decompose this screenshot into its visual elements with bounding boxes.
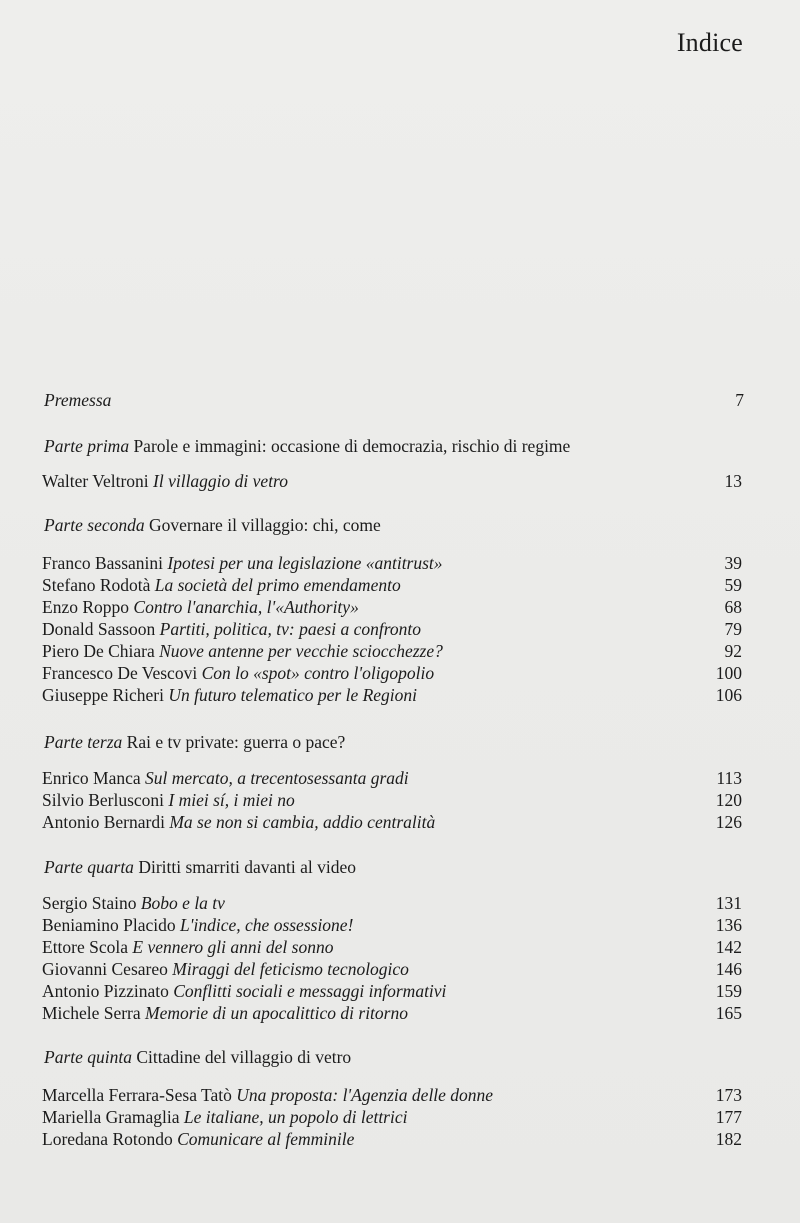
toc-entry bbox=[42, 980, 742, 1002]
entry-page: 142 bbox=[715, 937, 742, 957]
entry-author: Piero De Chiara bbox=[42, 641, 155, 661]
entry-author: Loredana Rotondo bbox=[42, 1129, 173, 1149]
entry-page: 146 bbox=[715, 959, 742, 979]
entry-author: Francesco De Vescovi bbox=[42, 663, 198, 683]
entry-author: Sergio Staino bbox=[42, 893, 137, 913]
entry-page: 126 bbox=[715, 812, 742, 832]
entry-title: Il villaggio di vetro bbox=[153, 471, 288, 491]
entry-title: Bobo e la tv bbox=[140, 893, 225, 913]
entry-author: Mariella Gramaglia bbox=[42, 1107, 180, 1127]
entry-author: Antonio Bernardi bbox=[42, 812, 165, 832]
entry-page: 159 bbox=[715, 981, 742, 1001]
entry-author: Beniamino Placido bbox=[42, 915, 176, 935]
part-label: Parte prima bbox=[44, 436, 130, 456]
entry-author: Ettore Scola bbox=[42, 937, 129, 957]
toc-entry bbox=[42, 958, 742, 980]
entry-page: 136 bbox=[715, 915, 742, 935]
entry-page: 165 bbox=[715, 1003, 742, 1023]
entry-author: Enzo Roppo bbox=[42, 597, 130, 617]
toc-entry bbox=[42, 684, 742, 706]
entry-page: 92 bbox=[724, 641, 742, 661]
toc-entry bbox=[42, 767, 742, 789]
toc-entry bbox=[42, 596, 742, 618]
toc-entry bbox=[42, 914, 742, 936]
entry-page: 182 bbox=[715, 1129, 742, 1149]
premessa-row bbox=[44, 389, 744, 411]
entry-title: La società del primo emendamento bbox=[154, 575, 401, 595]
entry-page: 13 bbox=[724, 471, 742, 491]
entry-title: L'indice, che ossessione! bbox=[180, 915, 354, 935]
entry-page: 113 bbox=[716, 768, 742, 788]
entry-page: 131 bbox=[715, 893, 742, 913]
entry-page: 173 bbox=[715, 1085, 742, 1105]
part-heading bbox=[44, 856, 744, 878]
entry-title: Miraggi del feticismo tecnologico bbox=[172, 959, 409, 979]
entry-title: Conflitti sociali e messaggi informativi bbox=[173, 981, 447, 1001]
part-title: Governare il villaggio: chi, come bbox=[148, 515, 381, 535]
entry-title: Memorie di un apocalittico di ritorno bbox=[145, 1003, 408, 1023]
entry-title: I miei sí, i miei no bbox=[168, 790, 295, 810]
part-label: Parte seconda bbox=[44, 515, 145, 535]
entry-author: Giuseppe Richeri bbox=[42, 685, 164, 705]
entry-page: 100 bbox=[715, 663, 742, 683]
part-label: Parte quinta bbox=[44, 1047, 132, 1067]
entry-page: 106 bbox=[715, 685, 742, 705]
entry-author: Walter Veltroni bbox=[42, 471, 149, 491]
entry-page: 79 bbox=[724, 619, 742, 639]
entry-author: Michele Serra bbox=[42, 1003, 141, 1023]
part-heading bbox=[44, 731, 744, 753]
part-title: Cittadine del villaggio di vetro bbox=[136, 1047, 352, 1067]
entry-page: 59 bbox=[724, 575, 742, 595]
entry-title: Nuove antenne per vecchie sciocchezze? bbox=[159, 641, 443, 661]
toc-entry bbox=[42, 662, 742, 684]
toc-entry bbox=[42, 811, 742, 833]
premessa-page: 7 bbox=[735, 390, 744, 410]
entry-title: E vennero gli anni del sonno bbox=[132, 937, 334, 957]
entry-page: 68 bbox=[724, 597, 742, 617]
part-label: Parte terza bbox=[44, 732, 123, 752]
entry-title: Ma se non si cambia, addio centralità bbox=[169, 812, 436, 832]
entry-title: Comunicare al femminile bbox=[177, 1129, 355, 1149]
toc-entry bbox=[42, 470, 742, 492]
toc-entry bbox=[42, 1128, 742, 1150]
toc-entry bbox=[42, 892, 742, 914]
toc-entry bbox=[42, 552, 742, 574]
entry-author: Silvio Berlusconi bbox=[42, 790, 165, 810]
toc-entry bbox=[42, 1002, 742, 1024]
entry-title: Contro l'anarchia, l'«Authority» bbox=[133, 597, 359, 617]
entry-title: Sul mercato, a trecentosessanta gradi bbox=[145, 768, 409, 788]
part-title: Diritti smarriti davanti al video bbox=[138, 857, 357, 877]
entry-author: Franco Bassanini bbox=[42, 553, 164, 573]
entry-page: 39 bbox=[724, 553, 742, 573]
page-title: Indice bbox=[676, 28, 743, 57]
entry-author: Antonio Pizzinato bbox=[42, 981, 169, 1001]
entry-title: Un futuro telematico per le Regioni bbox=[168, 685, 418, 705]
toc-entry bbox=[42, 1084, 742, 1106]
entry-author: Giovanni Cesareo bbox=[42, 959, 168, 979]
toc-entry bbox=[42, 1106, 742, 1128]
entry-author: Marcella Ferrara-Sesa Tatò bbox=[42, 1085, 232, 1105]
entry-page: 120 bbox=[715, 790, 742, 810]
part-heading bbox=[44, 514, 744, 536]
entry-title: Una proposta: l'Agenzia delle donne bbox=[236, 1085, 494, 1105]
entry-author: Enrico Manca bbox=[42, 768, 141, 788]
premessa-label: Premessa bbox=[44, 390, 112, 410]
toc-entry bbox=[42, 574, 742, 596]
part-label: Parte quarta bbox=[44, 857, 134, 877]
entry-author: Donald Sassoon bbox=[42, 619, 156, 639]
part-title: Parole e immagini: occasione di democrazia, rischio di regime bbox=[133, 436, 571, 456]
entry-author: Stefano Rodotà bbox=[42, 575, 151, 595]
part-heading bbox=[44, 435, 744, 457]
toc-entry bbox=[42, 936, 742, 958]
entry-title: Partiti, politica, tv: paesi a confronto bbox=[159, 619, 421, 639]
toc-entry bbox=[42, 640, 742, 662]
entry-title: Con lo «spot» contro l'oligopolio bbox=[201, 663, 435, 683]
part-heading bbox=[44, 1046, 744, 1068]
toc-entry bbox=[42, 618, 742, 640]
part-title: Rai e tv private: guerra o pace? bbox=[126, 732, 346, 752]
entry-title: Le italiane, un popolo di lettrici bbox=[183, 1107, 408, 1127]
entry-title: Ipotesi per una legislazione «antitrust» bbox=[167, 553, 443, 573]
toc-entry bbox=[42, 789, 742, 811]
entry-page: 177 bbox=[715, 1107, 742, 1127]
